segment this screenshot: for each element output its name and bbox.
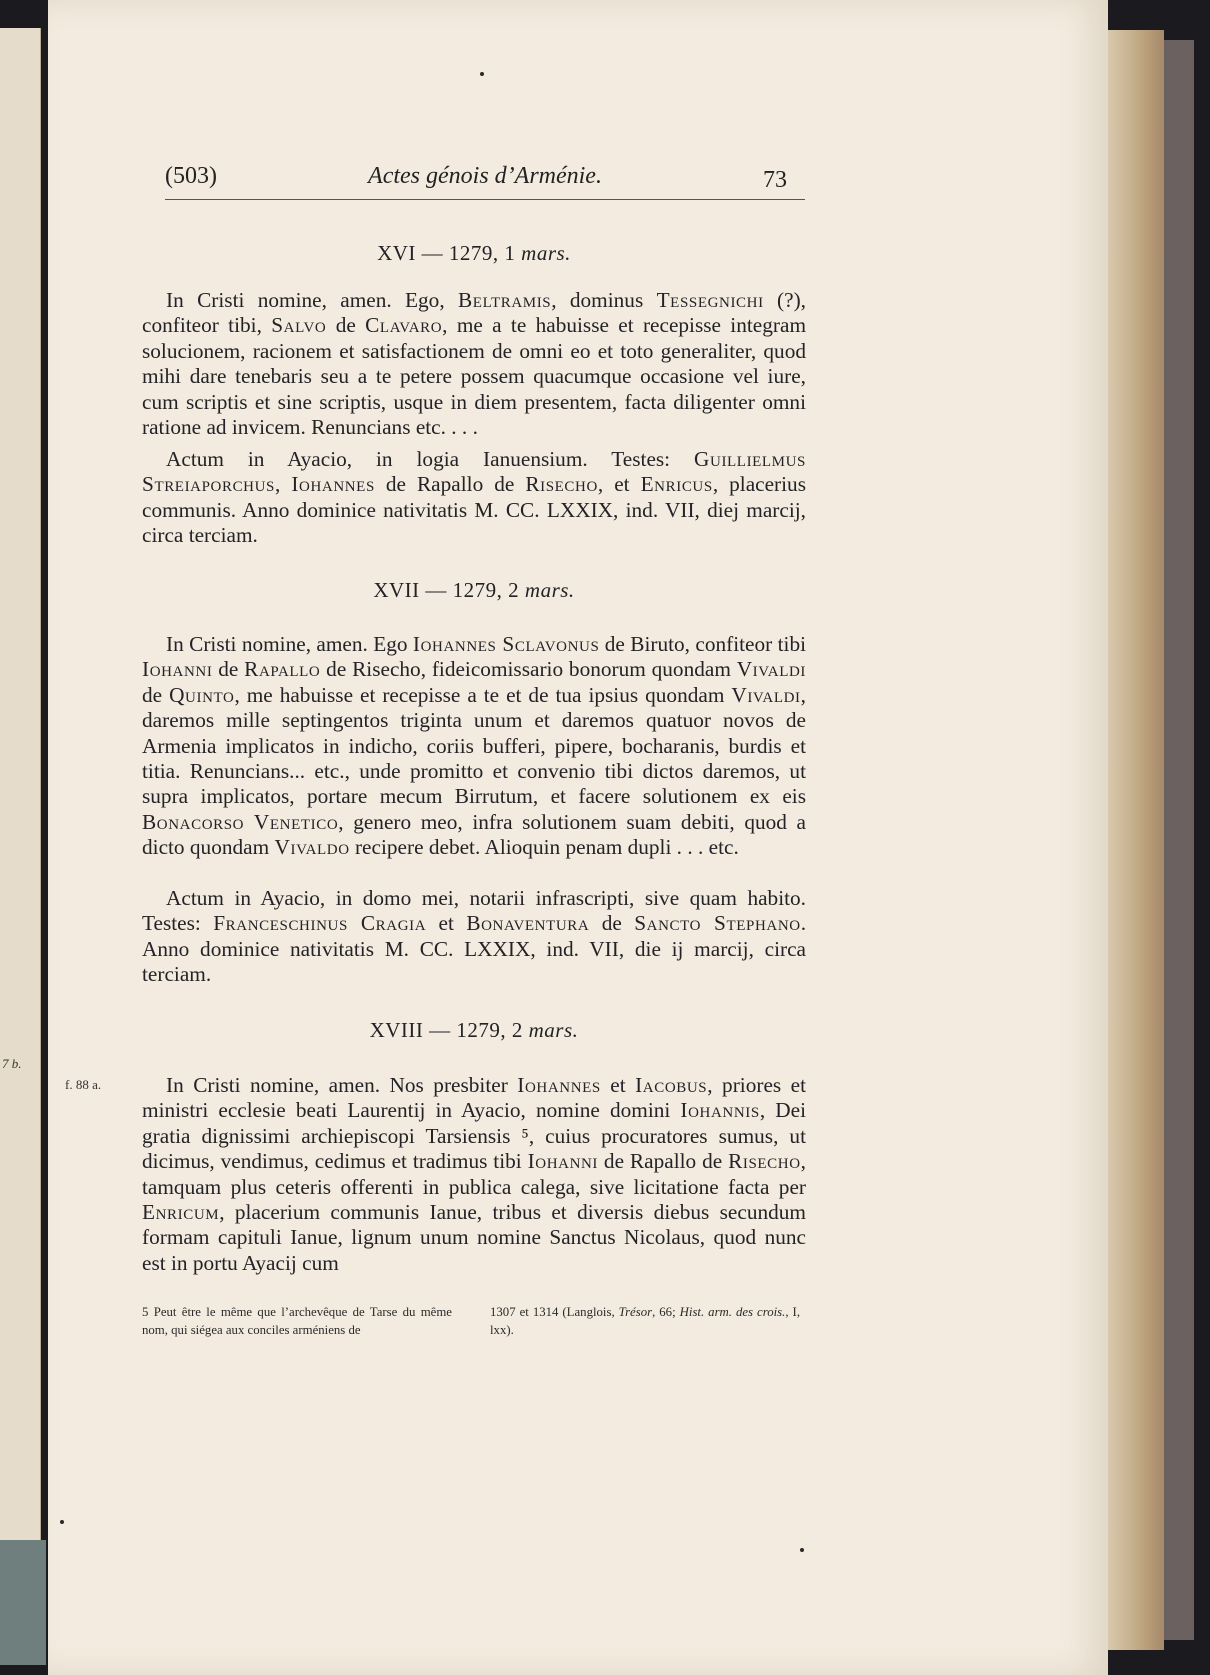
- text-run: , genero meo, infra solutionem suam debiti, quod a dicto quondam: [142, 809, 807, 860]
- left-page-edge: [0, 28, 41, 1658]
- running-title: Actes génois d’Arménie.: [368, 163, 602, 189]
- proper-name: Iohannes Sclavonus: [412, 632, 600, 656]
- proper-name: Rapallo: [244, 657, 321, 682]
- text-run: de: [142, 682, 170, 707]
- page-stack-edge: [1108, 30, 1164, 1650]
- proper-name: Risecho: [525, 472, 598, 497]
- text-run: ,: [275, 472, 292, 497]
- section-heading: XVII — 1279, 2 mars.: [373, 578, 575, 602]
- proper-name: Iohanni: [142, 657, 213, 682]
- proper-name: Bonacorso Venetico: [142, 809, 339, 834]
- page-number: 73: [763, 167, 787, 193]
- speck: [480, 72, 484, 76]
- text-run: recipere debet. Alioquin penam dupli . . . etc.: [349, 835, 739, 860]
- text-run: , placerius communis. Anno dominice nativitatis M. CC. LXXIX, ind. VII, diej marcij, circa terciam.: [142, 472, 806, 548]
- paragraph: [142, 1073, 806, 1276]
- speck: [60, 1520, 64, 1524]
- text-run: de Rapallo de: [598, 1149, 729, 1174]
- text-run: et: [600, 1073, 636, 1097]
- text-run: In Cristi nomine, amen. Ego: [166, 632, 413, 656]
- proper-name: Quinto: [169, 682, 235, 707]
- text-run: , tamquam plus ceteris offerenti in publica calega, sive licitatione facta per: [142, 1149, 806, 1199]
- text-run: de Rapallo de: [374, 472, 526, 497]
- proper-name: Bonaventura: [466, 911, 590, 936]
- text-run: In Cristi nomine, amen. Ego,: [166, 288, 458, 312]
- proper-name: Iohannes: [291, 472, 375, 497]
- proper-name: Clavaro: [365, 313, 443, 338]
- text-run: de Biruto, confiteor tibi: [599, 632, 807, 656]
- text-run: et: [426, 911, 467, 936]
- left-margin-note: 7 b.: [2, 1056, 22, 1071]
- text-run: , Dei gratia dignissimi archiepiscopi Tarsiensis ⁵, cuius procuratores sumus, ut dicimus, vendimus, cedimus et tradimus tibi: [142, 1098, 806, 1174]
- proper-name: Guillielmus Streiaporchus: [142, 447, 806, 497]
- proper-name: Vivaldi: [736, 657, 806, 682]
- proper-name: Enricus: [640, 472, 713, 497]
- text-run: , placerium communis Ianue, tribus et diversis diebus secundum formam capituli Ianue, lignum unum nomine Sanctus Nicolaus, quod nunc est in portu Ayacij cum: [142, 1200, 806, 1275]
- proper-name: Vivaldo: [274, 835, 350, 860]
- running-header: [165, 163, 805, 200]
- footnote-right: 1307 et 1314 (Langlois, Trésor, 66; Hist. arm. des crois., I, lxx).: [490, 1305, 801, 1337]
- proper-name: Tessegnichi: [656, 288, 764, 312]
- fore-edge: [1164, 40, 1194, 1640]
- text-run: (?), confiteor tibi,: [142, 288, 806, 338]
- text-run: Actum in Ayacio, in logia Ianuensium. Testes:: [166, 447, 695, 471]
- text-run: , dominus: [551, 288, 657, 312]
- text-run: In Cristi nomine, amen. Nos presbiter: [166, 1073, 518, 1097]
- speck: [800, 1548, 804, 1552]
- text-run: , et: [597, 472, 641, 497]
- proper-name: Vivaldi: [731, 682, 801, 707]
- text-run: Actum in Ayacio, in domo mei, notarii infrascripti, sive quam habito. Testes:: [142, 886, 806, 936]
- paragraph: [142, 288, 806, 440]
- text-run: de: [589, 911, 635, 936]
- section-heading: XVI — 1279, 1 mars.: [377, 241, 571, 265]
- text-run: , daremos mille septingentos triginta unum et daremos quatuor novos de Armenia implicatos in indicho, coriis bufferi, pipere, bocharanis, burdis et titia. Renuncians... etc., unde promitto et convenio tibi dictos daremos, ut supra implicatos, portare mecum Birrutum, et facere solutionem ex eis: [142, 682, 806, 809]
- text-run: , me habuisse et recepisse a te et de tua ipsius quondam: [234, 682, 732, 707]
- proper-name: Iohannis: [680, 1098, 760, 1123]
- proper-name: Risecho: [728, 1149, 801, 1174]
- proper-name: Sancto Stephano: [634, 911, 801, 936]
- margin-folio-ref: f. 88 a.: [65, 1077, 102, 1092]
- proper-name: Franceschinus Cragia: [213, 911, 427, 936]
- proper-name: Iohannes: [517, 1073, 601, 1097]
- text-run: de Risecho, fideicomissario bonorum quondam: [320, 657, 737, 682]
- left-page-bottom-edge: [0, 1540, 46, 1665]
- section-heading: XVIII — 1279, 2 mars.: [369, 1018, 579, 1042]
- text-run: , me a te habuisse et recepisse integram solucionem, racionem et satisfactionem de omni eo et toto generaliter, quod mihi dare tenebaris seu a te petere possem quacumque occasione vel iure, cum scriptis et sine scriptis, usque in diem presentem, facta diligenter omni ratione ad invicem. Renuncians etc. . . .: [142, 313, 807, 440]
- text-run: de: [212, 657, 245, 682]
- proper-name: Beltramis: [458, 288, 552, 312]
- text-run: de: [326, 313, 366, 338]
- paragraph: [142, 447, 806, 549]
- text-run: . Anno dominice nativitatis M. CC. LXXIX, ind. VII, die ij marcij, circa terciam.: [142, 911, 807, 987]
- folio-number: (503): [165, 163, 217, 189]
- paragraph: [142, 886, 806, 988]
- proper-name: Iohanni: [527, 1149, 599, 1174]
- paragraph: [142, 632, 806, 861]
- proper-name: Salvo: [271, 313, 327, 338]
- proper-name: Enricum: [142, 1200, 220, 1225]
- footnote-left: 5 Peut être le même que l’archevêque de Tarse du même nom, qui siégea aux conciles arméniens de: [142, 1305, 452, 1337]
- text-run: , priores et ministri ecclesie beati Laurentij in Ayacio, nomine domini: [142, 1073, 806, 1123]
- proper-name: Iacobus: [635, 1073, 708, 1097]
